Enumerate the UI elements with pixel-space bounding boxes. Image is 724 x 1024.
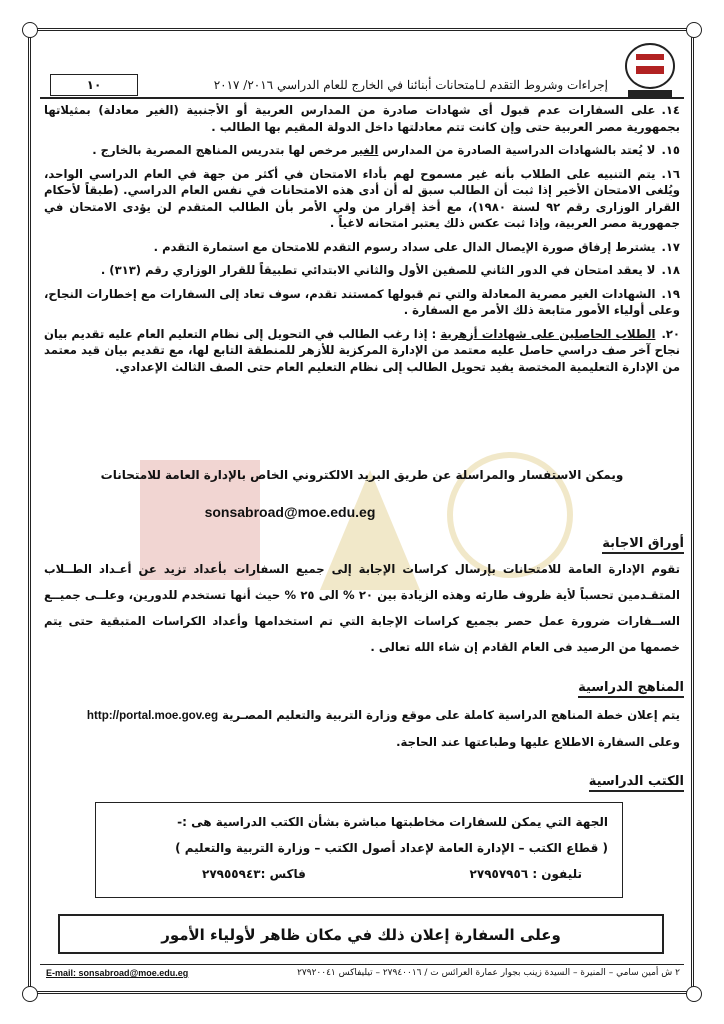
item-text: : إذا رغب الطالب في التحويل إلى نظام التعليم العام عليه تقديم بيان نجاح آخر صف دراسي حاصل عليه معتمد من الإدارة المركزية للأزهر للمنطقة التابع لها، مع تقديم بيان قيد معتمد من الإدارة التعليمية المختصة يفيد تحويل الطالب إلى نظام التعليم العام حتى الصف الثالث الإعدادي. (44, 326, 680, 374)
header-title: إجراءات وشروط التقدم لـامتحانات أبنائنا في الخارج للعام الدراسي ٢٠١٦/ ٢٠١٧ (213, 78, 608, 92)
footer-divider (40, 964, 684, 965)
corner-ornament (686, 22, 702, 38)
rules-list (44, 102, 680, 382)
item-number: ١٦. (661, 166, 680, 181)
list-item (44, 166, 680, 232)
item-text: يشترط إرفاق صورة الإيصال الدال على سداد رسوم التقدم للامتحان مع استمارة التقدم . (153, 239, 656, 254)
section-title-books: الكتب الدراسية (589, 774, 684, 792)
header-divider (40, 97, 684, 99)
item-text: لا يعقد امتحان في الدور الثاني للصفين الأول والثاني الابتدائي تطبيقاً للقرار الوزاري رقم (٣١٣) . (100, 263, 656, 277)
item-number: ١٩. (661, 286, 680, 301)
ministry-logo (622, 40, 678, 100)
item-text: الشهادات الغير مصرية المعادلة والتي تم قبولها كمستند تقدم، سوف تعاد إلى السفارات مع إخطارات النجاح، وعلى أولياء الأمور متابعة ذلك الأمر مع السفارة . (44, 286, 680, 317)
item-text: يتم التنبيه على الطلاب بأنه غير مسموح لهم بأداء الامتحان في أكثر من جهة في العام الدراسي الواحد، ويُلغى الامتحان الأخير إذا ثبت أن الطالب سبق له أن أدى هذه الامتحانات في نفس العام الدراسي. (طبقاً لأحكام القرار الوزارى رقم ٩٢ لسنة ١٩٨٠)، مع أخذ إقرار من ولي الأمر بأن الطالب المتقدم لن يؤدى الامتحان في جمهورية مصر العربية، وإذا ثبت عكس ذلك يعتبر امتحانه لاغياً . (44, 166, 680, 230)
list-item (44, 286, 680, 319)
curriculum-text (44, 702, 680, 755)
list-item (44, 239, 680, 256)
footer-email-link[interactable]: E-mail: sonsabroad@moe.edu.eg (46, 968, 189, 978)
page-number: ١٠ (50, 74, 138, 96)
books-fax: فاكس :٢٧٩٥٥٩٤٣ (202, 867, 306, 881)
list-item (44, 102, 680, 135)
list-item (44, 142, 680, 159)
answer-sheets-text: تقوم الإدارة العامة للامتحانات بإرسال كراسات الإجابة إلى جميع السفارات بأعداد تزيد عن أعـداد الطــلاب المتقـدمين تحسباً لأية ظروف طارئه وهذه الزيادة بين ٢٠ % الى ٢٥ % حيث أنها تستخدم للدورين، وعلــى جميــع الســفارات ضرورة عمل حصر بجميع كراسات الإجابة التي تم استخدامها وأعداد الكراسات المتبقية حتى يتم خصمها من الرصيد فى العام القادم إن شاء الله تعالى . (44, 562, 680, 654)
list-item (44, 326, 680, 376)
section-title-answer-sheets: أوراق الاجابة (602, 536, 684, 554)
contact-email-link[interactable]: sonsabroad@moe.edu.eg (204, 504, 376, 520)
item-text-underlined: الطلاب الحاصلين على شهادات أزهرية (440, 326, 656, 341)
item-number: ١٨. (661, 263, 680, 277)
books-info-box (95, 802, 623, 898)
corner-ornament (22, 22, 38, 38)
page-footer (46, 968, 680, 978)
item-text-underlined: الغير (351, 143, 379, 157)
item-number: ١٤. (661, 103, 680, 117)
item-number: ١٥. (661, 143, 680, 157)
section-title-curriculum: المناهج الدراسية (578, 680, 684, 698)
curriculum-text-after: وعلى السفارة الاطلاع عليها وطباعتها عند الحاجة. (396, 735, 680, 749)
embassy-notice: وعلى السفارة إعلان ذلك في مكان ظاهر لأولياء الأمور (58, 914, 664, 954)
books-contacts (202, 861, 582, 887)
books-line1: الجهة التي يمكن للسفارات مخاطبتها مباشرة بشأن الكتب الدراسية هى :- (177, 815, 608, 829)
footer-address: ٢ ش أمين سامي – المنيرة – السيدة زينب بجوار عمارة العرائس ت / ٢٧٩٤٠٠١٦ – تيليفاكس ٢٧٩٢٠٠٤١ (297, 968, 680, 978)
list-item (44, 262, 680, 279)
corner-ornament (686, 986, 702, 1002)
page-header (40, 40, 684, 104)
books-line2: ( قطاع الكتب – الإدارة العامة لإعداد أصول الكتب – وزارة التربية والتعليم ) (175, 841, 608, 855)
curriculum-text-before: يتم إعلان خطة المناهج الدراسية كاملة على موقع وزارة التربية والتعليم المصـرية (222, 708, 680, 722)
curriculum-url-link[interactable]: http://portal.moe.gov.eg (86, 709, 219, 722)
item-number: ٢٠. (661, 326, 680, 341)
item-text: لا يُعتد بالشهادات الدراسية الصادرة من المدارس (378, 143, 656, 157)
item-text: مرخص لها بتدريس المناهج المصرية بالخارج . (92, 143, 352, 157)
item-text: على السفارات عدم قبول أى شهادات صادرة من المدارس العربية أو الأجنبية (الغير معادلة) بمثيلاتها بجمهورية مصر العربية حتى وإن كانت تتم معادلتها داخل الدولة المقيم بها الطالب . (44, 103, 680, 134)
contact-line: ويمكن الاستفسار والمراسلة عن طريق البريد الالكتروني الخاص بالإدارة العامة للامتحانات (100, 468, 624, 482)
corner-ornament (22, 986, 38, 1002)
books-phone: تليفون : ٢٧٩٥٧٩٥٦ (469, 867, 582, 881)
item-number: ١٧. (661, 239, 680, 254)
